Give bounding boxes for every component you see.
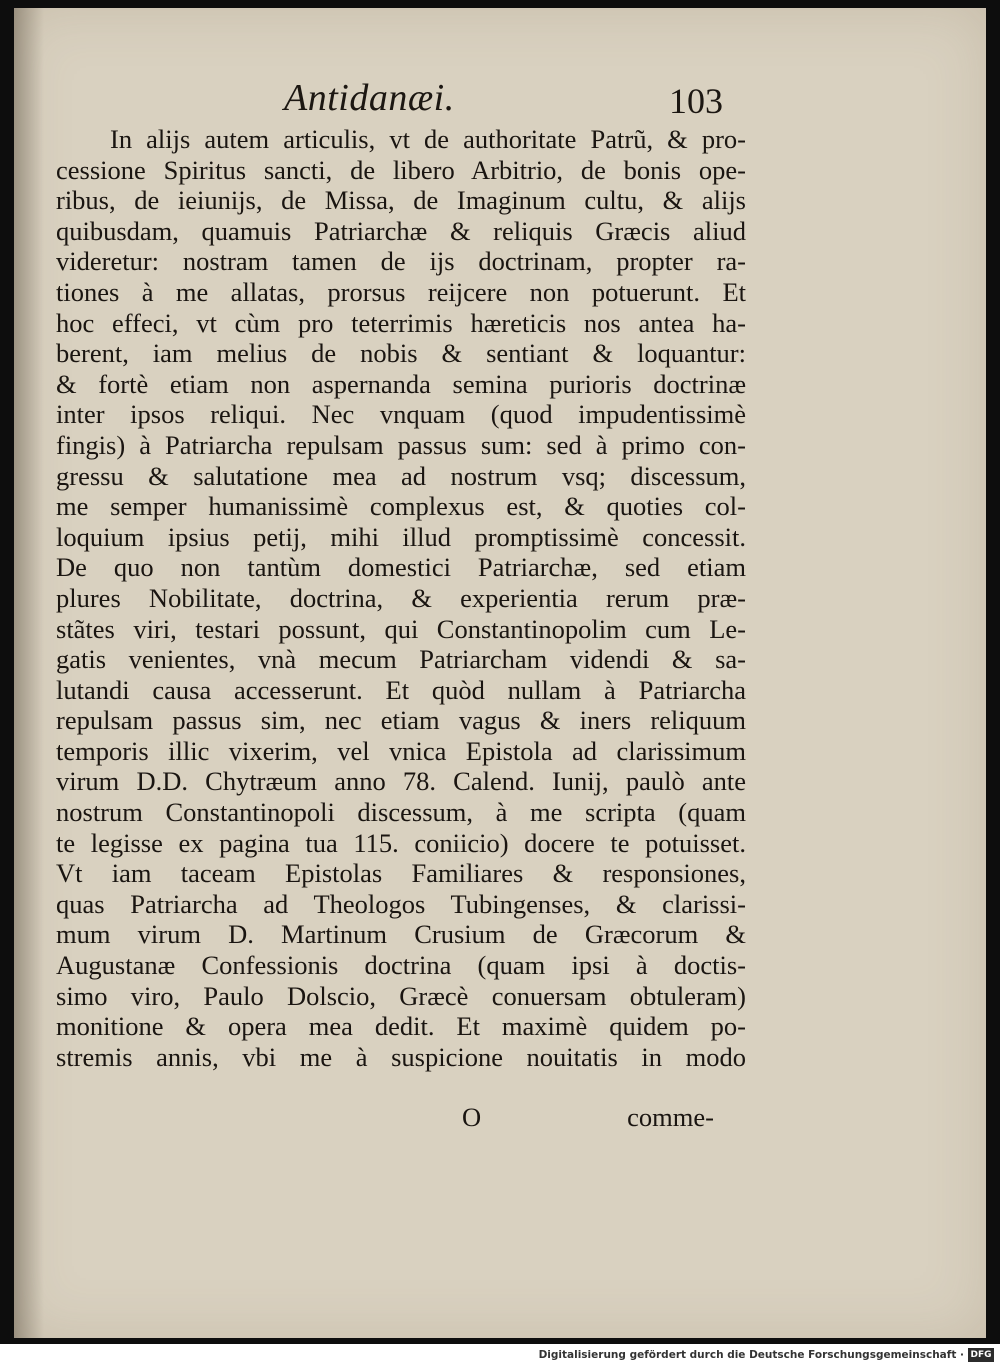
text-line: me semper humanissimè complexus est, & quoties col-	[56, 491, 746, 522]
text-line: Vt iam taceam Epistolas Familiares & responsiones,	[56, 858, 746, 889]
text-line: stãtes viri, testari possunt, qui Constantinopolim cum Le-	[56, 613, 746, 644]
signature-mark: O	[462, 1102, 482, 1132]
text-line: In aliјs autem articulis, vt de authoritate Patrũ, & pro-	[110, 124, 746, 154]
text-line: hoc effeci, vt cùm pro teterrimis hæreticis nos antea ha-	[56, 307, 746, 338]
text-line: videretur: nostram tamen de ijs doctrinam, propter ra-	[56, 246, 746, 277]
text-line: loquium ipsius petij, mihi illud promptissimè concessit.	[56, 521, 746, 552]
page-header	[14, 76, 986, 126]
text-line: virum D.D. Chytræum anno 78. Calend. Iunij, paulò ante	[56, 766, 746, 797]
text-line: Augustanæ Confessionis doctrina (quam ipsi à doctis-	[56, 950, 746, 981]
text-line: mum virum D. Martinum Crusium de Græcorum &	[56, 919, 746, 950]
text-line: repulsam passus sim, nec etiam vagus & iners reliquum	[56, 705, 746, 736]
text-line: berent, iam melius de nobis & sentiant & loquantur:	[56, 338, 746, 369]
page-number: 103	[669, 81, 723, 121]
text-line: temporis illic vixerim, vel vnica Epistola ad clarissimum	[56, 735, 746, 766]
text-line: plures Nobilitate, doctrina, & experientia rerum præ-	[56, 582, 746, 613]
text-line: ribus, de ieiunijs, de Missa, de Imaginum cultu, & aliјs	[56, 185, 746, 216]
page-footer	[56, 1102, 746, 1138]
running-head: Antidanæi.	[284, 77, 455, 119]
text-line: nostrum Constantinopoli discessum, à me scripta (quam	[56, 797, 746, 828]
text-line: quas Patriarcha ad Theologos Tubingenses, & clarissi-	[56, 888, 746, 919]
dfg-logo-icon: DFG	[968, 1348, 994, 1362]
text-line: monitione & opera mea dedit. Et maximè quidem po-	[56, 1011, 746, 1042]
text-line: simo viro, Paulo Dolscio, Græcè conuersam obtuleram)	[56, 980, 746, 1011]
text-line: gatis venientes, vnà mecum Patriarcham videndi & sa-	[56, 644, 746, 675]
text-line: inter ipsos reliqui. Nec vnquam (quod impudentissimè	[56, 399, 746, 430]
credit-bar	[0, 1344, 1000, 1366]
text-line: quibusdam, quamuis Patriarchæ & reliquis Græcis aliud	[56, 215, 746, 246]
text-line: fingis) à Patriarcha repulsam passus sum: sed à primo con-	[56, 429, 746, 460]
text-line: tiones à me allatas, prorsus reijcere non potuerunt. Et	[56, 276, 746, 307]
credit-text: Digitalisierung gefördert durch die Deutsche Forschungsgemeinschaft ·	[538, 1349, 964, 1361]
book-page	[14, 8, 986, 1338]
text-line: cessione Spiritus sancti, de libero Arbitrio, de bonis ope-	[56, 154, 746, 185]
text-line: & fortè etiam non aspernanda semina purioris doctrinæ	[56, 368, 746, 399]
text-line: stremis annis, vbi me à suspicione nouitatis in modo	[56, 1041, 746, 1072]
body-text	[56, 124, 746, 1072]
text-line: lutandi causa accesserunt. Et quòd nullam à Patriarcha	[56, 674, 746, 705]
catchword: comme-	[627, 1102, 714, 1132]
text-line: gressu & salutatione mea ad nostrum vsq; discessum,	[56, 460, 746, 491]
text-line: De quo non tantùm domestici Patriarchæ, sed etiam	[56, 552, 746, 583]
text-line: te legisse ex pagina tua 115. coniicio) docere te potuisset.	[56, 827, 746, 858]
